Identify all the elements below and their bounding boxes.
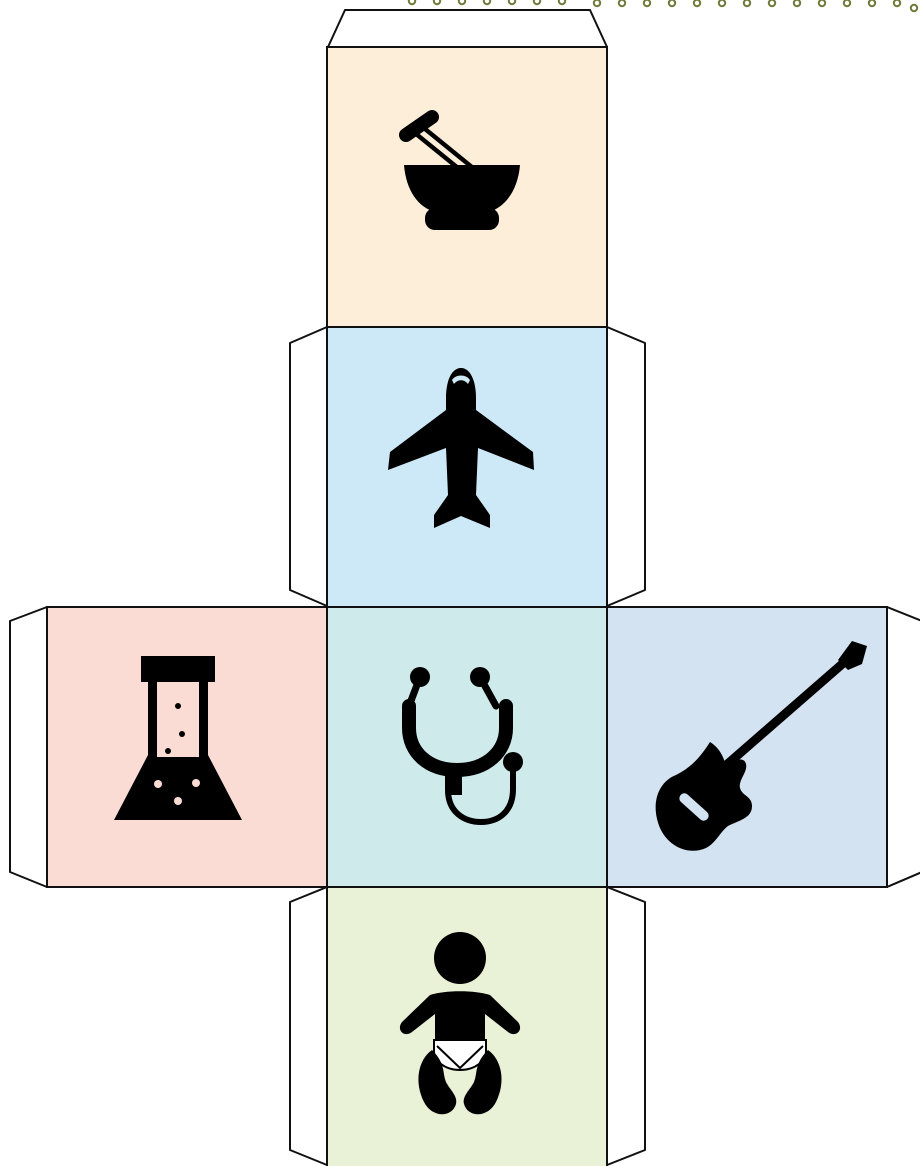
dice-face-left: [47, 607, 327, 887]
glue-flap-right-lower: [607, 887, 645, 1165]
dice-face-center: [327, 607, 607, 887]
glue-flap-far-left: [10, 607, 47, 887]
glue-flap-left-upper: [290, 327, 327, 606]
dice-face-bottom: [327, 887, 607, 1166]
glue-flap-left-lower: [290, 887, 327, 1165]
glue-flap-top: [328, 10, 607, 47]
glue-flap-right-upper: [607, 327, 645, 606]
dice-face-upper-middle: [327, 327, 607, 607]
dice-face-right: [607, 607, 887, 887]
glue-flap-far-right: [887, 607, 920, 887]
face-background: [327, 607, 607, 887]
dice-face-top: [327, 47, 607, 327]
